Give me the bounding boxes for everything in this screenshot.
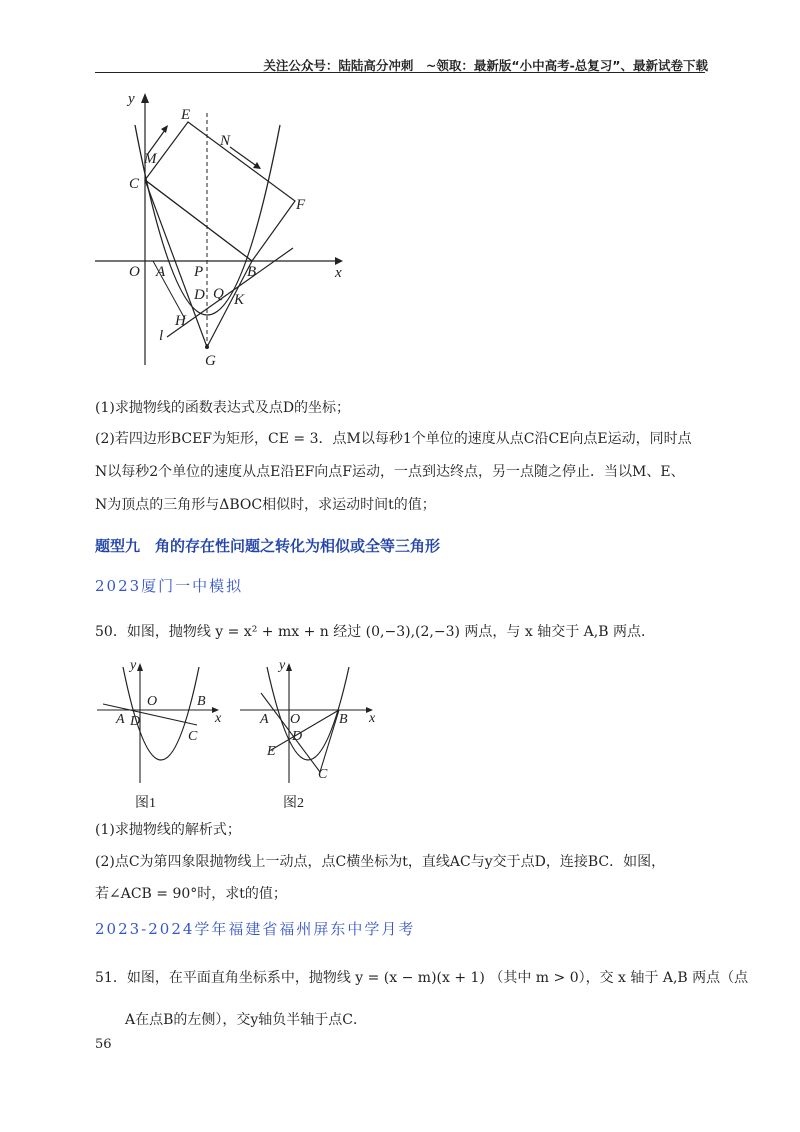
label-a: A xyxy=(260,712,269,727)
section-title: 题型九 角的存在性问题之转化为相似或全等三角形 xyxy=(95,537,441,555)
parabola xyxy=(267,667,349,760)
label-d: D xyxy=(130,714,141,729)
q50-stem: 50．如图，抛物线 y = x² + mx + n 经过 (0,−3),(2,−3) 两点，与 x 轴交于 A,B 两点． xyxy=(95,624,655,640)
label-q: Q xyxy=(213,286,224,302)
label-b: B xyxy=(339,712,348,727)
q50-part1: (1)求抛物线的解析式； xyxy=(95,822,241,838)
label-c: C xyxy=(129,176,140,192)
label-p: P xyxy=(194,264,204,280)
label-y: y xyxy=(130,658,137,673)
segment-cb xyxy=(145,180,252,261)
arrow-m-head xyxy=(161,125,168,133)
label-h: H xyxy=(175,313,186,329)
source-label-1: 2023厦门一中模拟 xyxy=(95,577,244,595)
label-d: D xyxy=(194,287,205,303)
label-l: l xyxy=(159,328,164,344)
y-axis-arrow xyxy=(137,663,143,671)
label-c: C xyxy=(188,729,198,744)
label-x: x xyxy=(335,265,342,281)
x-axis-arrow xyxy=(335,257,343,265)
figure-50-graph-1 xyxy=(95,655,235,810)
page-header: 关注公众号：陆陆高分冲刺 ~领取：最新版“小中高考-总复习”、最新试卷下载 xyxy=(263,58,708,73)
label-o: O xyxy=(290,712,301,727)
label-b: B xyxy=(247,264,257,280)
label-x: x xyxy=(369,711,376,726)
label-k: K xyxy=(234,292,245,308)
label-a: A xyxy=(156,264,166,280)
label-y: y xyxy=(128,91,135,107)
point-g xyxy=(205,345,209,349)
source-label-2: 2023-2024学年福建省福州屏东中学月考 xyxy=(95,920,416,938)
label-o: O xyxy=(129,264,140,280)
label-c: C xyxy=(318,767,328,782)
q49-part2-line3: N为顶点的三角形与ΔBOC相似时，求运动时间t的值； xyxy=(95,497,436,513)
y-axis-arrow xyxy=(286,663,292,671)
label-n: N xyxy=(220,133,231,149)
y-axis-arrow xyxy=(141,93,149,103)
label-m: M xyxy=(144,151,157,167)
q50-part2-line1: (2)点C为第四象限抛物线上一动点，点C横坐标为t，直线AC与y交于点D，连接BC．如图， xyxy=(95,854,666,870)
arrow-n-head xyxy=(253,162,261,169)
q50-part2-line2: 若∠ACB = 90°时，求t的值； xyxy=(95,886,287,902)
q49-part2-line1: (2)若四边形BCEF为矩形，CE = 3．点M以每秒1个单位的速度从点C沿CE向点E运动，同时点 xyxy=(95,431,692,447)
figure-50-graph-2 xyxy=(235,655,380,810)
q49-part2-line2: N以每秒2个单位的速度从点E沿EF向点F运动，一点到达终点，另一点随之停止．当以M、E、 xyxy=(95,464,685,480)
label-b: B xyxy=(197,694,206,709)
header-rule xyxy=(95,72,705,73)
label-a: A xyxy=(116,712,125,727)
caption: 图1 xyxy=(135,796,156,810)
label-g: G xyxy=(205,353,216,369)
q51-line2: A在点B的左侧），交y轴负半轴于点C． xyxy=(125,1012,368,1028)
q49-part1: (1)求抛物线的函数表达式及点D的坐标； xyxy=(95,400,351,416)
label-o: O xyxy=(147,694,158,709)
figure-rectangle-parabola xyxy=(95,85,355,370)
label-e: E xyxy=(181,107,191,123)
label-x: x xyxy=(215,711,222,726)
q51-line1: 51．如图，在平面直角坐标系中，抛物线 y = (x − m)(x + 1) （其中 m > 0），交 x 轴于 A,B 两点（点 xyxy=(95,970,749,986)
caption: 图2 xyxy=(283,796,304,810)
label-f: F xyxy=(296,197,306,213)
label-d: D xyxy=(292,729,303,744)
label-e: E xyxy=(267,744,276,759)
page-number: 56 xyxy=(95,1037,112,1052)
line-ac xyxy=(261,693,320,772)
label-y: y xyxy=(279,658,286,673)
